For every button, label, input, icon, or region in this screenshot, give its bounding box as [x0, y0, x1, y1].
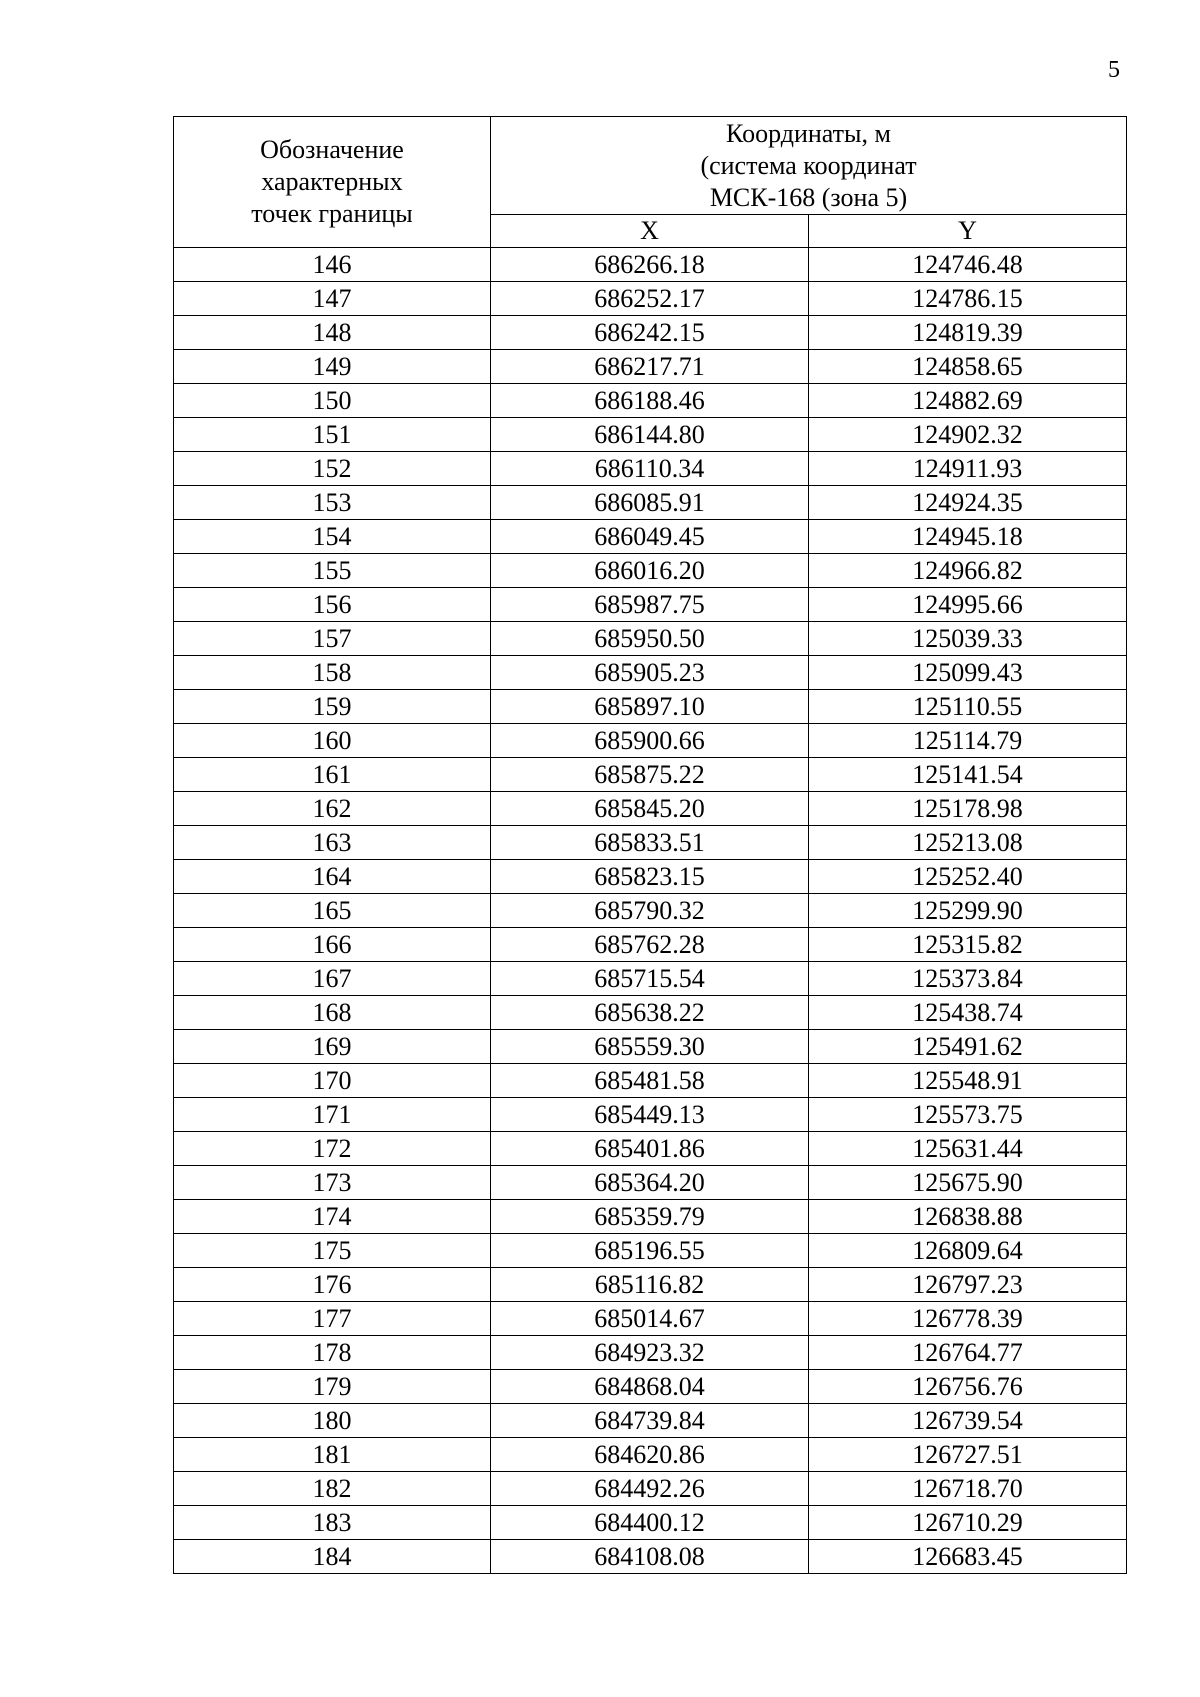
- x-column-header: X: [491, 215, 809, 248]
- table-row: [174, 894, 1127, 928]
- x-coordinate-cell: 685481.58: [491, 1064, 809, 1098]
- y-coordinate-cell: 125099.43: [809, 656, 1127, 690]
- y-coordinate-cell: 126739.54: [809, 1404, 1127, 1438]
- table-row: [174, 1030, 1127, 1064]
- table-row: [174, 826, 1127, 860]
- point-number-cell: 168: [174, 996, 491, 1030]
- y-coordinate-cell: 124882.69: [809, 384, 1127, 418]
- table-row: [174, 758, 1127, 792]
- point-number-cell: 156: [174, 588, 491, 622]
- y-coordinate-cell: 125299.90: [809, 894, 1127, 928]
- point-number-cell: 158: [174, 656, 491, 690]
- point-number-cell: 150: [174, 384, 491, 418]
- y-coordinate-cell: 125373.84: [809, 962, 1127, 996]
- y-coordinate-cell: 124966.82: [809, 554, 1127, 588]
- table-row: [174, 316, 1127, 350]
- y-coordinate-cell: 125491.62: [809, 1030, 1127, 1064]
- table-row: [174, 282, 1127, 316]
- y-coordinate-cell: 126710.29: [809, 1506, 1127, 1540]
- point-number-cell: 166: [174, 928, 491, 962]
- x-coordinate-cell: 686085.91: [491, 486, 809, 520]
- point-number-cell: 178: [174, 1336, 491, 1370]
- y-coordinate-cell: 124858.65: [809, 350, 1127, 384]
- point-number-cell: 183: [174, 1506, 491, 1540]
- x-coordinate-cell: 685845.20: [491, 792, 809, 826]
- y-coordinate-cell: 125039.33: [809, 622, 1127, 656]
- y-column-header: Y: [809, 215, 1127, 248]
- point-number-cell: 175: [174, 1234, 491, 1268]
- page-number: 5: [1108, 57, 1120, 83]
- y-coordinate-cell: 125252.40: [809, 860, 1127, 894]
- x-coordinate-cell: 686144.80: [491, 418, 809, 452]
- y-coordinate-cell: 125548.91: [809, 1064, 1127, 1098]
- x-coordinate-cell: 684868.04: [491, 1370, 809, 1404]
- point-number-cell: 184: [174, 1540, 491, 1574]
- x-coordinate-cell: 685905.23: [491, 656, 809, 690]
- point-number-cell: 172: [174, 1132, 491, 1166]
- y-coordinate-cell: 126756.76: [809, 1370, 1127, 1404]
- y-coordinate-cell: 125438.74: [809, 996, 1127, 1030]
- x-coordinate-cell: 685715.54: [491, 962, 809, 996]
- y-coordinate-cell: 125573.75: [809, 1098, 1127, 1132]
- x-coordinate-cell: 685790.32: [491, 894, 809, 928]
- y-coordinate-cell: 126809.64: [809, 1234, 1127, 1268]
- y-coordinate-cell: 124746.48: [809, 248, 1127, 282]
- table-row: [174, 1200, 1127, 1234]
- x-coordinate-cell: 685401.86: [491, 1132, 809, 1166]
- table-row: [174, 384, 1127, 418]
- point-number-cell: 152: [174, 452, 491, 486]
- y-coordinate-cell: 126727.51: [809, 1438, 1127, 1472]
- y-coordinate-cell: 124911.93: [809, 452, 1127, 486]
- x-coordinate-cell: 685359.79: [491, 1200, 809, 1234]
- y-coordinate-cell: 125178.98: [809, 792, 1127, 826]
- point-number-cell: 151: [174, 418, 491, 452]
- x-coordinate-cell: 685014.67: [491, 1302, 809, 1336]
- point-number-cell: 170: [174, 1064, 491, 1098]
- coordinates-header: [491, 117, 1127, 215]
- table-row: [174, 1166, 1127, 1200]
- point-number-cell: 155: [174, 554, 491, 588]
- y-coordinate-cell: 126838.88: [809, 1200, 1127, 1234]
- y-coordinate-cell: 125631.44: [809, 1132, 1127, 1166]
- table-row: [174, 690, 1127, 724]
- y-coordinate-cell: 124902.32: [809, 418, 1127, 452]
- table-body: [174, 248, 1127, 1574]
- table-row: [174, 486, 1127, 520]
- point-number-cell: 159: [174, 690, 491, 724]
- table-row: [174, 622, 1127, 656]
- table-row: [174, 996, 1127, 1030]
- table-row: [174, 1268, 1127, 1302]
- y-coordinate-cell: 126778.39: [809, 1302, 1127, 1336]
- y-coordinate-cell: 125141.54: [809, 758, 1127, 792]
- table-row: [174, 588, 1127, 622]
- x-coordinate-cell: 685559.30: [491, 1030, 809, 1064]
- x-coordinate-cell: 685900.66: [491, 724, 809, 758]
- point-number-cell: 149: [174, 350, 491, 384]
- coords-header-line: (система координат: [700, 150, 917, 180]
- point-number-cell: 167: [174, 962, 491, 996]
- point-number-cell: 182: [174, 1472, 491, 1506]
- table-row: [174, 1336, 1127, 1370]
- point-number-cell: 177: [174, 1302, 491, 1336]
- table-row: [174, 418, 1127, 452]
- y-coordinate-cell: 125675.90: [809, 1166, 1127, 1200]
- point-number-cell: 165: [174, 894, 491, 928]
- table-row: [174, 724, 1127, 758]
- table-row: [174, 1404, 1127, 1438]
- table-row: [174, 554, 1127, 588]
- x-coordinate-cell: 685116.82: [491, 1268, 809, 1302]
- point-number-cell: 171: [174, 1098, 491, 1132]
- x-coordinate-cell: 686016.20: [491, 554, 809, 588]
- x-coordinate-cell: 686188.46: [491, 384, 809, 418]
- x-coordinate-cell: 684492.26: [491, 1472, 809, 1506]
- coords-header-line: МСК-168 (зона 5): [709, 182, 908, 212]
- header-row: [174, 117, 1127, 215]
- point-number-cell: 169: [174, 1030, 491, 1064]
- point-number-cell: 146: [174, 248, 491, 282]
- x-coordinate-cell: 685364.20: [491, 1166, 809, 1200]
- point-header-line: точек границы: [251, 199, 413, 228]
- table-row: [174, 350, 1127, 384]
- x-coordinate-cell: 685449.13: [491, 1098, 809, 1132]
- x-coordinate-cell: 685875.22: [491, 758, 809, 792]
- point-designation-header: [174, 117, 491, 248]
- y-coordinate-cell: 125213.08: [809, 826, 1127, 860]
- x-coordinate-cell: 686266.18: [491, 248, 809, 282]
- point-number-cell: 153: [174, 486, 491, 520]
- table-row: [174, 1132, 1127, 1166]
- point-header-line: Обозначение: [260, 135, 404, 164]
- point-number-cell: 179: [174, 1370, 491, 1404]
- y-coordinate-cell: 126764.77: [809, 1336, 1127, 1370]
- y-coordinate-cell: 126683.45: [809, 1540, 1127, 1574]
- table-row: [174, 962, 1127, 996]
- point-number-cell: 161: [174, 758, 491, 792]
- table-row: [174, 1472, 1127, 1506]
- x-coordinate-cell: 686242.15: [491, 316, 809, 350]
- table-row: [174, 792, 1127, 826]
- y-coordinate-cell: 124786.15: [809, 282, 1127, 316]
- point-number-cell: 163: [174, 826, 491, 860]
- point-number-cell: 154: [174, 520, 491, 554]
- y-coordinate-cell: 126718.70: [809, 1472, 1127, 1506]
- x-coordinate-cell: 685762.28: [491, 928, 809, 962]
- table-row: [174, 1506, 1127, 1540]
- point-number-cell: 181: [174, 1438, 491, 1472]
- table-row: [174, 452, 1127, 486]
- table-row: [174, 928, 1127, 962]
- x-coordinate-cell: 684400.12: [491, 1506, 809, 1540]
- table-row: [174, 860, 1127, 894]
- coords-header-line: Координаты, м: [726, 118, 891, 148]
- table-row: [174, 1370, 1127, 1404]
- point-number-cell: 148: [174, 316, 491, 350]
- point-number-cell: 160: [174, 724, 491, 758]
- point-number-cell: 164: [174, 860, 491, 894]
- x-coordinate-cell: 685987.75: [491, 588, 809, 622]
- table-header: [174, 117, 1127, 248]
- x-coordinate-cell: 686217.71: [491, 350, 809, 384]
- point-number-cell: 176: [174, 1268, 491, 1302]
- y-coordinate-cell: 125315.82: [809, 928, 1127, 962]
- table-row: [174, 1098, 1127, 1132]
- table-row: [174, 520, 1127, 554]
- point-number-cell: 174: [174, 1200, 491, 1234]
- x-coordinate-cell: 685950.50: [491, 622, 809, 656]
- table-row: [174, 248, 1127, 282]
- table-row: [174, 1438, 1127, 1472]
- x-coordinate-cell: 684108.08: [491, 1540, 809, 1574]
- y-coordinate-cell: 124945.18: [809, 520, 1127, 554]
- y-coordinate-cell: 125110.55: [809, 690, 1127, 724]
- y-coordinate-cell: 124819.39: [809, 316, 1127, 350]
- point-number-cell: 147: [174, 282, 491, 316]
- y-coordinate-cell: 126797.23: [809, 1268, 1127, 1302]
- x-coordinate-cell: 685196.55: [491, 1234, 809, 1268]
- x-coordinate-cell: 684620.86: [491, 1438, 809, 1472]
- x-coordinate-cell: 684739.84: [491, 1404, 809, 1438]
- x-coordinate-cell: 685638.22: [491, 996, 809, 1030]
- table-row: [174, 1234, 1127, 1268]
- point-number-cell: 180: [174, 1404, 491, 1438]
- point-number-cell: 173: [174, 1166, 491, 1200]
- x-coordinate-cell: 686049.45: [491, 520, 809, 554]
- x-coordinate-cell: 685833.51: [491, 826, 809, 860]
- y-coordinate-cell: 124924.35: [809, 486, 1127, 520]
- coordinates-table: [173, 116, 1127, 1574]
- x-coordinate-cell: 686110.34: [491, 452, 809, 486]
- point-number-cell: 157: [174, 622, 491, 656]
- table-row: [174, 1064, 1127, 1098]
- x-coordinate-cell: 685897.10: [491, 690, 809, 724]
- point-header-line: характерных: [261, 167, 403, 196]
- y-coordinate-cell: 125114.79: [809, 724, 1127, 758]
- y-coordinate-cell: 124995.66: [809, 588, 1127, 622]
- point-number-cell: 162: [174, 792, 491, 826]
- table-row: [174, 1540, 1127, 1574]
- x-coordinate-cell: 684923.32: [491, 1336, 809, 1370]
- table-row: [174, 656, 1127, 690]
- x-coordinate-cell: 686252.17: [491, 282, 809, 316]
- x-coordinate-cell: 685823.15: [491, 860, 809, 894]
- table-row: [174, 1302, 1127, 1336]
